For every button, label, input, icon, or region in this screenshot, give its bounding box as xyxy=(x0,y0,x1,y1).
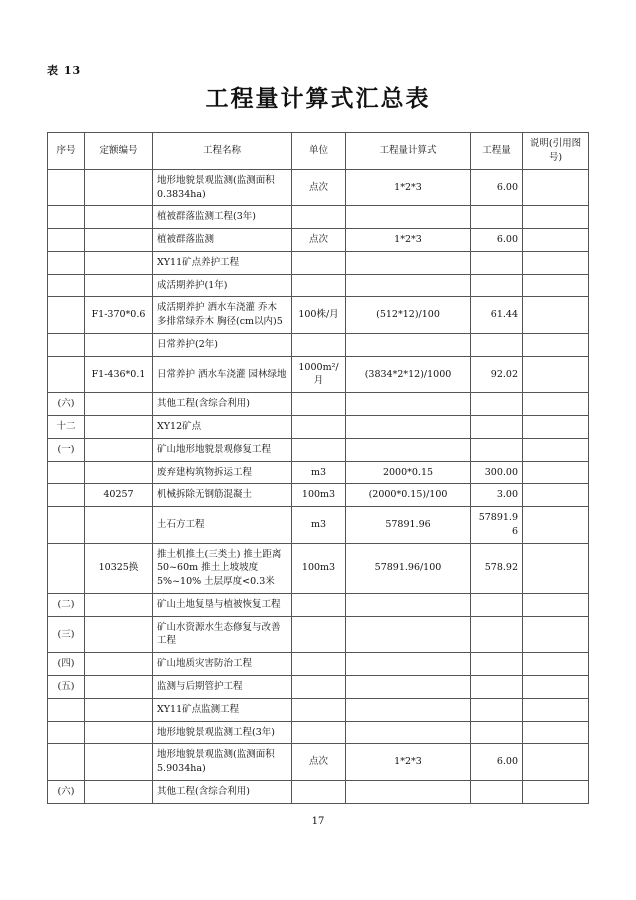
table-cell: 578.92 xyxy=(471,543,523,593)
table-cell xyxy=(346,616,471,653)
table-cell xyxy=(523,461,589,484)
table-cell xyxy=(292,721,346,744)
table-cell: 矿山地质灾害防治工程 xyxy=(153,653,292,676)
table-cell xyxy=(346,333,471,356)
table-row xyxy=(48,484,589,507)
table-cell: 监测与后期管护工程 xyxy=(153,675,292,698)
table-cell xyxy=(523,356,589,393)
table-cell: F1-436*0.1 xyxy=(85,356,153,393)
table-cell xyxy=(523,675,589,698)
table-cell: (3834*2*12)/1000 xyxy=(346,356,471,393)
table-cell xyxy=(523,593,589,616)
table-row xyxy=(48,416,589,439)
table-cell: 土石方工程 xyxy=(153,507,292,544)
table-cell xyxy=(471,698,523,721)
table-row xyxy=(48,297,589,334)
table-cell xyxy=(471,593,523,616)
table-cell xyxy=(48,274,85,297)
table-cell xyxy=(292,780,346,803)
table-cell: 矿山地形地貌景观修复工程 xyxy=(153,438,292,461)
table-cell: 1000m²/月 xyxy=(292,356,346,393)
table-cell xyxy=(523,484,589,507)
table-cell: XY12矿点 xyxy=(153,416,292,439)
column-header: 序号 xyxy=(48,133,85,170)
table-cell xyxy=(471,675,523,698)
table-cell: 点次 xyxy=(292,169,346,206)
table-cell xyxy=(523,698,589,721)
table-cell: 矿山土地复垦与植被恢复工程 xyxy=(153,593,292,616)
table-cell xyxy=(48,206,85,229)
table-row xyxy=(48,543,589,593)
table-cell xyxy=(85,416,153,439)
table-cell xyxy=(346,393,471,416)
table-cell: 机械拆除无钢筋混凝土 xyxy=(153,484,292,507)
table-row xyxy=(48,780,589,803)
table-row xyxy=(48,698,589,721)
table-cell xyxy=(346,206,471,229)
table-cell: 57891.96 xyxy=(346,507,471,544)
table-row xyxy=(48,438,589,461)
table-cell xyxy=(292,251,346,274)
table-cell xyxy=(471,274,523,297)
table-cell xyxy=(346,274,471,297)
table-cell xyxy=(85,206,153,229)
page-title: 工程量计算式汇总表 xyxy=(205,85,431,112)
table-cell: 61.44 xyxy=(471,297,523,334)
table-cell xyxy=(523,393,589,416)
table-cell: 10325换 xyxy=(85,543,153,593)
table-cell xyxy=(346,653,471,676)
column-header: 工程量计算式 xyxy=(346,133,471,170)
table-cell xyxy=(523,721,589,744)
table-cell xyxy=(85,744,153,781)
table-cell: 40257 xyxy=(85,484,153,507)
table-cell: m3 xyxy=(292,461,346,484)
table-row xyxy=(48,393,589,416)
table-cell: 1*2*3 xyxy=(346,229,471,252)
table-cell: (三) xyxy=(48,616,85,653)
table-cell xyxy=(85,333,153,356)
table-cell xyxy=(292,698,346,721)
table-cell: 100m3 xyxy=(292,543,346,593)
table-cell: 十二 xyxy=(48,416,85,439)
table-cell xyxy=(48,356,85,393)
table-row xyxy=(48,356,589,393)
table-cell: 1*2*3 xyxy=(346,169,471,206)
table-cell xyxy=(346,698,471,721)
table-row xyxy=(48,675,589,698)
table-cell: 日常养护(2年) xyxy=(153,333,292,356)
table-cell xyxy=(85,698,153,721)
table-row xyxy=(48,653,589,676)
table-cell xyxy=(85,274,153,297)
table-row xyxy=(48,744,589,781)
table-cell: 地形地貌景观监测(监测面积0.3834ha) xyxy=(153,169,292,206)
table-cell xyxy=(346,416,471,439)
table-cell: F1-370*0.6 xyxy=(85,297,153,334)
table-cell xyxy=(48,229,85,252)
table-cell xyxy=(48,484,85,507)
table-cell: (512*12)/100 xyxy=(346,297,471,334)
table-cell xyxy=(85,461,153,484)
table-cell: 6.00 xyxy=(471,169,523,206)
table-cell xyxy=(85,393,153,416)
table-cell: 300.00 xyxy=(471,461,523,484)
table-cell: 100m3 xyxy=(292,484,346,507)
table-cell xyxy=(523,274,589,297)
table-cell xyxy=(292,593,346,616)
table-cell: (2000*0.15)/100 xyxy=(346,484,471,507)
table-row xyxy=(48,229,589,252)
table-row xyxy=(48,333,589,356)
table-cell xyxy=(48,744,85,781)
table-cell xyxy=(48,251,85,274)
table-cell xyxy=(523,206,589,229)
table-cell: 植被群落监测工程(3年) xyxy=(153,206,292,229)
table-row xyxy=(48,251,589,274)
table-cell: 92.02 xyxy=(471,356,523,393)
table-cell: (六) xyxy=(48,393,85,416)
table-row xyxy=(48,721,589,744)
quantity-summary-table xyxy=(47,132,589,803)
table-cell: 废弃建构筑物拆运工程 xyxy=(153,461,292,484)
table-cell: (四) xyxy=(48,653,85,676)
table-cell: 其他工程(含综合利用) xyxy=(153,780,292,803)
table-cell: 6.00 xyxy=(471,744,523,781)
table-cell xyxy=(471,721,523,744)
table-row xyxy=(48,206,589,229)
table-row xyxy=(48,461,589,484)
table-cell: 地形地貌景观监测工程(3年) xyxy=(153,721,292,744)
table-cell xyxy=(85,780,153,803)
table-row xyxy=(48,274,589,297)
table-cell: 成活期养护 洒水车浇灌 乔木 多排常绿乔木 胸径(cm以内)5 xyxy=(153,297,292,334)
table-cell xyxy=(523,229,589,252)
table-cell xyxy=(346,780,471,803)
column-header: 工程量 xyxy=(471,133,523,170)
table-row xyxy=(48,593,589,616)
table-cell xyxy=(48,698,85,721)
table-cell xyxy=(48,721,85,744)
table-cell xyxy=(471,653,523,676)
table-cell xyxy=(48,461,85,484)
table-cell xyxy=(523,780,589,803)
table-cell xyxy=(523,616,589,653)
table-cell xyxy=(523,507,589,544)
table-cell: (二) xyxy=(48,593,85,616)
table-cell xyxy=(292,206,346,229)
table-row xyxy=(48,616,589,653)
table-cell: (六) xyxy=(48,780,85,803)
table-cell: 地形地貌景观监测(监测面积5.9034ha) xyxy=(153,744,292,781)
table-cell xyxy=(85,721,153,744)
table-cell: 1*2*3 xyxy=(346,744,471,781)
table-cell xyxy=(523,297,589,334)
table-cell: 点次 xyxy=(292,229,346,252)
table-cell: 3.00 xyxy=(471,484,523,507)
page-number: 17 xyxy=(311,815,325,827)
table-cell xyxy=(471,251,523,274)
table-cell xyxy=(523,333,589,356)
table-cell: (一) xyxy=(48,438,85,461)
table-cell xyxy=(471,206,523,229)
table-cell xyxy=(85,169,153,206)
table-cell xyxy=(48,543,85,593)
table-cell xyxy=(292,416,346,439)
table-cell xyxy=(471,616,523,653)
table-cell xyxy=(292,333,346,356)
table-cell xyxy=(523,653,589,676)
column-header: 工程名称 xyxy=(153,133,292,170)
column-header: 定额编号 xyxy=(85,133,153,170)
table-cell xyxy=(346,721,471,744)
column-header: 说明(引用图号) xyxy=(523,133,589,170)
table-cell xyxy=(471,393,523,416)
table-row xyxy=(48,507,589,544)
table-cell xyxy=(85,593,153,616)
table-cell: (五) xyxy=(48,675,85,698)
table-cell xyxy=(346,593,471,616)
table-cell xyxy=(346,675,471,698)
table-cell xyxy=(471,780,523,803)
table-cell xyxy=(85,229,153,252)
table-header-row xyxy=(48,133,589,170)
table-cell xyxy=(292,438,346,461)
table-cell: 57891.96 xyxy=(471,507,523,544)
table-cell xyxy=(85,251,153,274)
table-cell: XY11矿点养护工程 xyxy=(153,251,292,274)
table-cell xyxy=(85,438,153,461)
table-cell xyxy=(85,675,153,698)
table-cell xyxy=(471,333,523,356)
table-label: 表 13 xyxy=(47,64,82,77)
table-cell xyxy=(48,507,85,544)
table-cell xyxy=(292,274,346,297)
table-cell xyxy=(523,438,589,461)
table-cell xyxy=(85,616,153,653)
table-cell xyxy=(523,744,589,781)
table-cell xyxy=(85,653,153,676)
table-cell: 成活期养护(1年) xyxy=(153,274,292,297)
table-cell: 矿山水资源水生态修复与改善工程 xyxy=(153,616,292,653)
table-cell: 57891.96/100 xyxy=(346,543,471,593)
table-cell: 100株/月 xyxy=(292,297,346,334)
table-cell xyxy=(48,297,85,334)
table-cell: 日常养护 洒水车浇灌 园林绿地 xyxy=(153,356,292,393)
table-cell: 其他工程(含综合利用) xyxy=(153,393,292,416)
table-cell xyxy=(471,438,523,461)
table-row xyxy=(48,169,589,206)
table-cell xyxy=(523,543,589,593)
table-cell: 推土机推土(三类土) 推土距离50~60m 推土上坡坡度5%~10% 土层厚度<0.3米 xyxy=(153,543,292,593)
table-cell xyxy=(523,416,589,439)
table-cell xyxy=(48,169,85,206)
table-cell xyxy=(346,438,471,461)
table-cell: 6.00 xyxy=(471,229,523,252)
table-cell: 点次 xyxy=(292,744,346,781)
table-cell xyxy=(85,507,153,544)
table-cell xyxy=(523,251,589,274)
table-cell: 植被群落监测 xyxy=(153,229,292,252)
table-cell xyxy=(292,653,346,676)
table-cell xyxy=(292,393,346,416)
table-cell xyxy=(292,616,346,653)
table-cell xyxy=(48,333,85,356)
table-cell: m3 xyxy=(292,507,346,544)
table-cell xyxy=(471,416,523,439)
table-cell: 2000*0.15 xyxy=(346,461,471,484)
table-cell xyxy=(292,675,346,698)
table-cell: XY11矿点监测工程 xyxy=(153,698,292,721)
column-header: 单位 xyxy=(292,133,346,170)
table-cell xyxy=(346,251,471,274)
table-cell xyxy=(523,169,589,206)
